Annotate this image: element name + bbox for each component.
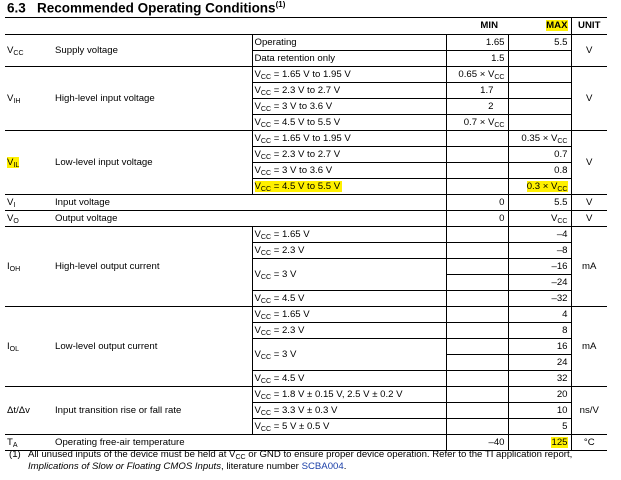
min-cell: 0 (446, 211, 508, 227)
max-cell (508, 99, 571, 115)
condition-cell: $V_{CC} = 2.3$ V (252, 243, 446, 259)
condition-cell: $V_{CC} = 3$ V (252, 339, 446, 371)
max-cell (508, 83, 571, 99)
min-cell (446, 291, 508, 307)
header-max: MAX (546, 19, 568, 31)
min-cell: $0.65 \times V_{CC}$ (446, 67, 508, 83)
param-vih: High-level input voltage (53, 67, 252, 131)
condition-cell: Operating (252, 35, 446, 51)
param-vo: Output voltage (53, 211, 446, 227)
min-cell: 0 (446, 195, 508, 211)
min-cell (446, 227, 508, 243)
table-row (5, 35, 607, 51)
max-cell: 0.8 (508, 163, 571, 179)
scba004-link[interactable]: SCBA004 (301, 461, 344, 472)
condition-cell: $V_{CC} = 5$ V ± 0.5 V (252, 419, 446, 435)
min-cell (446, 179, 508, 195)
unit-cell: ns/V (571, 387, 607, 435)
max-cell: 32 (508, 371, 571, 387)
param-iol: Low-level output current (53, 307, 252, 387)
condition-cell: $V_{CC} = 1.65$ V to 1.95 V (252, 131, 446, 147)
condition-cell: $V_{CC} = 4.5$ V to 5.5 V (252, 115, 446, 131)
min-cell (446, 243, 508, 259)
max-cell: –8 (508, 243, 571, 259)
section-title (7, 0, 285, 16)
unit-cell: V (571, 195, 607, 211)
header-min: MIN (446, 17, 508, 35)
symbol-dtdv: Δt/Δv (5, 387, 53, 435)
footnote-text: All unused inputs of the device must be held at $V_{CC}$ or GND to ensure proper device operation. Refer to the TI application report, Implications of Slow or Floating CMOS Inputs, literature number SCBA004. (28, 449, 573, 472)
condition-cell: $V_{CC} = 3.3$ V ± 0.3 V (252, 403, 446, 419)
unit-cell: mA (571, 307, 607, 387)
max-cell (508, 67, 571, 83)
min-cell (446, 419, 508, 435)
min-cell: –40 (446, 435, 508, 451)
param-vi: Input voltage (53, 195, 446, 211)
symbol-vi: $V_I$ (5, 195, 53, 211)
table-row (5, 131, 607, 147)
condition-cell: $V_{CC} = 2.3$ V to 2.7 V (252, 83, 446, 99)
min-cell (446, 371, 508, 387)
min-cell (446, 387, 508, 403)
table-row (5, 307, 607, 323)
param-ioh: High-level output current (53, 227, 252, 307)
condition-cell: $V_{CC} = 4.5$ V (252, 291, 446, 307)
max-cell: –4 (508, 227, 571, 243)
condition-cell: Data retention only (252, 51, 446, 67)
min-cell (446, 163, 508, 179)
section-footnote-ref: (1) (275, 0, 286, 9)
table-row (5, 195, 607, 211)
max-cell: 5 (508, 419, 571, 435)
max-cell: 0.7 (508, 147, 571, 163)
min-cell (446, 147, 508, 163)
min-cell: 2 (446, 99, 508, 115)
symbol-vil: $V_{IL}$ (5, 131, 53, 195)
max-cell: 16 (508, 339, 571, 355)
max-cell: –32 (508, 291, 571, 307)
min-cell: 1.7 (446, 83, 508, 99)
max-cell: –24 (508, 275, 571, 291)
unit-cell: V (571, 67, 607, 131)
header-unit: UNIT (571, 17, 607, 35)
footnote-number: (1) (9, 449, 21, 460)
operating-conditions-table (5, 17, 607, 451)
max-cell: 24 (508, 355, 571, 371)
min-cell (446, 307, 508, 323)
condition-cell: $V_{CC} = 1.65$ V to 1.95 V (252, 67, 446, 83)
condition-cell: $V_{CC} = 3$ V (252, 259, 446, 291)
max-cell: 20 (508, 387, 571, 403)
table-row (5, 67, 607, 83)
unit-cell: V (571, 131, 607, 195)
symbol-ioh: $I_{OH}$ (5, 227, 53, 307)
condition-cell: $V_{CC} = 1.65$ V (252, 227, 446, 243)
max-cell-highlighted: 125 (508, 435, 571, 451)
condition-cell: $V_{CC} = 3$ V to 3.6 V (252, 163, 446, 179)
condition-cell: $V_{CC} = 2.3$ V to 2.7 V (252, 147, 446, 163)
max-cell (508, 51, 571, 67)
param-vil: Low-level input voltage (53, 131, 252, 195)
min-cell: $0.7 \times V_{CC}$ (446, 115, 508, 131)
symbol-vih: $V_{IH}$ (5, 67, 53, 131)
condition-cell: $V_{CC} = 3$ V to 3.6 V (252, 99, 446, 115)
header-row (5, 17, 607, 35)
symbol-vo: $V_O$ (5, 211, 53, 227)
min-cell (446, 323, 508, 339)
unit-cell: °C (571, 435, 607, 451)
min-cell (446, 355, 508, 371)
condition-cell: $V_{CC} = 4.5$ V (252, 371, 446, 387)
symbol-iol: $I_{OL}$ (5, 307, 53, 387)
footnote-report-title: Implications of Slow or Floating CMOS Inputs (28, 461, 222, 472)
min-cell: 1.65 (446, 35, 508, 51)
min-cell (446, 259, 508, 275)
symbol-ta: $T_A$ (5, 435, 53, 451)
min-cell (446, 339, 508, 355)
condition-cell: $V_{CC} = 1.8$ V ± 0.15 V, 2.5 V ± 0.2 V (252, 387, 446, 403)
max-cell-highlighted: $0.3 \times V_{CC}$ (508, 179, 571, 195)
unit-cell: V (571, 211, 607, 227)
max-cell: 10 (508, 403, 571, 419)
condition-cell: $V_{CC} = 2.3$ V (252, 323, 446, 339)
min-cell (446, 403, 508, 419)
param-vcc: Supply voltage (53, 35, 252, 67)
section-number: 6.3 (7, 0, 26, 16)
unit-cell: mA (571, 227, 607, 307)
param-dtdv: Input transition rise or fall rate (53, 387, 252, 435)
min-cell (446, 131, 508, 147)
unit-cell: V (571, 35, 607, 67)
max-cell: 5.5 (508, 195, 571, 211)
max-cell: 5.5 (508, 35, 571, 51)
min-cell: 1.5 (446, 51, 508, 67)
table-row (5, 211, 607, 227)
condition-cell-highlighted: $V_{CC} = 4.5$ V to 5.5 V (252, 179, 446, 195)
max-cell: $V_{CC}$ (508, 211, 571, 227)
max-cell (508, 115, 571, 131)
param-ta: Operating free-air temperature (53, 435, 446, 451)
max-cell: –16 (508, 259, 571, 275)
max-cell: 4 (508, 307, 571, 323)
section-title-text: Recommended Operating Conditions (37, 0, 276, 16)
max-cell: $0.35 \times V_{CC}$ (508, 131, 571, 147)
condition-cell: $V_{CC} = 1.65$ V (252, 307, 446, 323)
max-cell: 8 (508, 323, 571, 339)
table-row (5, 387, 607, 403)
min-cell (446, 275, 508, 291)
table-row (5, 227, 607, 243)
symbol-vcc: $V_{CC}$ (5, 35, 53, 67)
